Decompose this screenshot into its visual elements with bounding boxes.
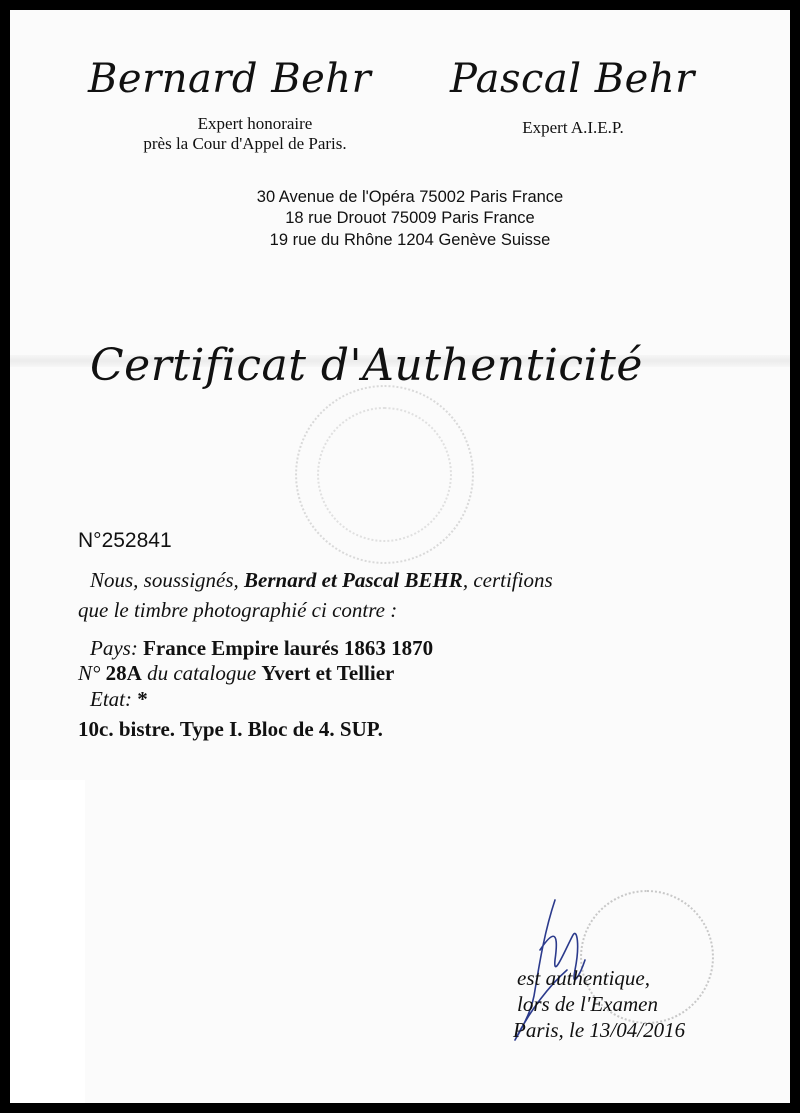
bernard-title-line1: Expert honoraire	[197, 114, 313, 133]
intro-prefix: Nous, soussignés,	[90, 568, 245, 592]
place-date-text: Paris, le 13/04/2016	[513, 1018, 686, 1042]
pascal-title-line1: Expert A.I.E.P.	[522, 118, 624, 137]
condition-line	[90, 687, 148, 712]
intro-line	[90, 568, 553, 593]
num-value: 28A	[105, 661, 142, 685]
pays-label: Pays:	[90, 636, 138, 660]
country-line	[90, 636, 433, 661]
embossed-seal-icon	[295, 385, 474, 564]
pays-value: France Empire laurés 1863 1870	[143, 636, 434, 660]
stamp-photo-area	[10, 780, 85, 1103]
etat-value: *	[137, 687, 148, 711]
catalogue-label: du catalogue	[147, 661, 257, 685]
stamp-description: 10c. bistre. Type I. Bloc de 4. SUP.	[78, 717, 383, 741]
num-label: N°	[78, 661, 101, 685]
certificate-number: N°252841	[78, 529, 172, 552]
bernard-behr-name: Bernard Behr	[88, 56, 372, 102]
pascal-behr-name: Pascal Behr	[450, 56, 695, 102]
address-paris-drouot: 18 rue Drouot 75009 Paris France	[285, 209, 535, 227]
intro-line-2: que le timbre photographié ci contre :	[78, 598, 398, 622]
intro-suffix: , certifions	[462, 568, 553, 592]
address-paris-opera: 30 Avenue de l'Opéra 75002 Paris France	[256, 188, 564, 206]
certificate-title: Certificat d'Authenticité	[90, 340, 643, 391]
bernard-title-line2: près la Cour d'Appel de Paris.	[143, 134, 347, 153]
catalogue-line	[78, 661, 394, 686]
intro-names: Bernard et Pascal BEHR	[244, 568, 463, 592]
authentic-text: est authentique,	[517, 966, 650, 990]
examination-text: lors de l'Examen	[517, 992, 658, 1016]
certificate-page	[10, 10, 790, 1103]
address-geneve: 19 rue du Rhône 1204 Genève Suisse	[269, 231, 551, 249]
etat-label: Etat:	[90, 687, 132, 711]
catalogue-value: Yvert et Tellier	[261, 661, 395, 685]
